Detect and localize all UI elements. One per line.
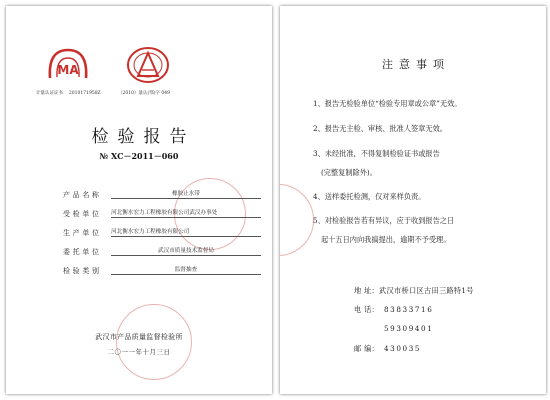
field-label: 检验类别 (63, 267, 99, 275)
notice-page (280, 6, 546, 394)
notice-item: 4、送样委托检测，仅对来样负责。 (313, 192, 426, 201)
issue-date: 二〇一一年十月三日 (107, 348, 171, 356)
field-value: 武汉市质量技术监督局 (111, 247, 261, 256)
cal-certification-logo (124, 44, 172, 84)
cma-certification-logo (44, 44, 92, 84)
field-product-name (63, 190, 272, 202)
notice-item: 5、对检验报告若有异议，应于收到报告之日 (313, 216, 455, 225)
field-inspection-category (63, 266, 272, 278)
field-label: 产品名称 (63, 191, 99, 199)
notice-item: 2、报告无主检、审核、批准人签章无效。 (313, 124, 447, 133)
field-value: 橡胶止水带 (111, 190, 261, 199)
red-seal-stamp (280, 184, 314, 256)
report-number: № XC－2011－060 (99, 151, 179, 161)
contact-address: 地 址：武汉市桥口区古田三路特1号 (354, 286, 474, 295)
report-title: 检验报告 (91, 127, 196, 147)
notice-item: 起十五日内向我搞提出，逾期不予受理。 (321, 235, 451, 244)
red-seal-stamp (116, 304, 192, 380)
field-manufacturer (63, 228, 272, 240)
field-label: 生产单位 (63, 229, 99, 237)
field-label: 委托单位 (63, 248, 99, 256)
field-commissioning-unit (63, 247, 272, 259)
report-cover-page (6, 6, 272, 394)
notice-item: 1、报告无检验单位“检验专用章或公章”无效。 (313, 99, 462, 108)
field-inspected-unit (63, 209, 272, 221)
field-value: 监督抽查 (111, 266, 261, 275)
contact-phone-2: 59309401 (384, 324, 434, 333)
issuing-institute: 武汉市产品质量监督检验所 (95, 333, 183, 341)
contact-postcode-label: 邮 编： (354, 344, 380, 353)
notice-item: 3、未经批准，不得复制检验证书或报告 (313, 149, 440, 158)
contact-postcode: 430035 (384, 344, 422, 353)
contact-phone-label: 电 话： (354, 305, 380, 314)
field-value: 河北衡水宏力工程橡胶有限公司 (111, 228, 261, 237)
cal-certificate-number: （2010）量认(鄂)字 049 (118, 91, 170, 96)
cma-certificate-number: 计量认证证书： 2010171958Z (36, 91, 101, 96)
contact-phone-1: 83833716 (384, 305, 434, 314)
notice-item: (完整复制除外)。 (321, 168, 377, 177)
notice-title: 注意事项 (382, 58, 450, 71)
cma-logo-text: MA (57, 63, 79, 77)
field-label: 受检单位 (63, 210, 99, 218)
field-value: 河北衡水宏力工程橡胶有限公司武汉办事处 (111, 209, 261, 218)
